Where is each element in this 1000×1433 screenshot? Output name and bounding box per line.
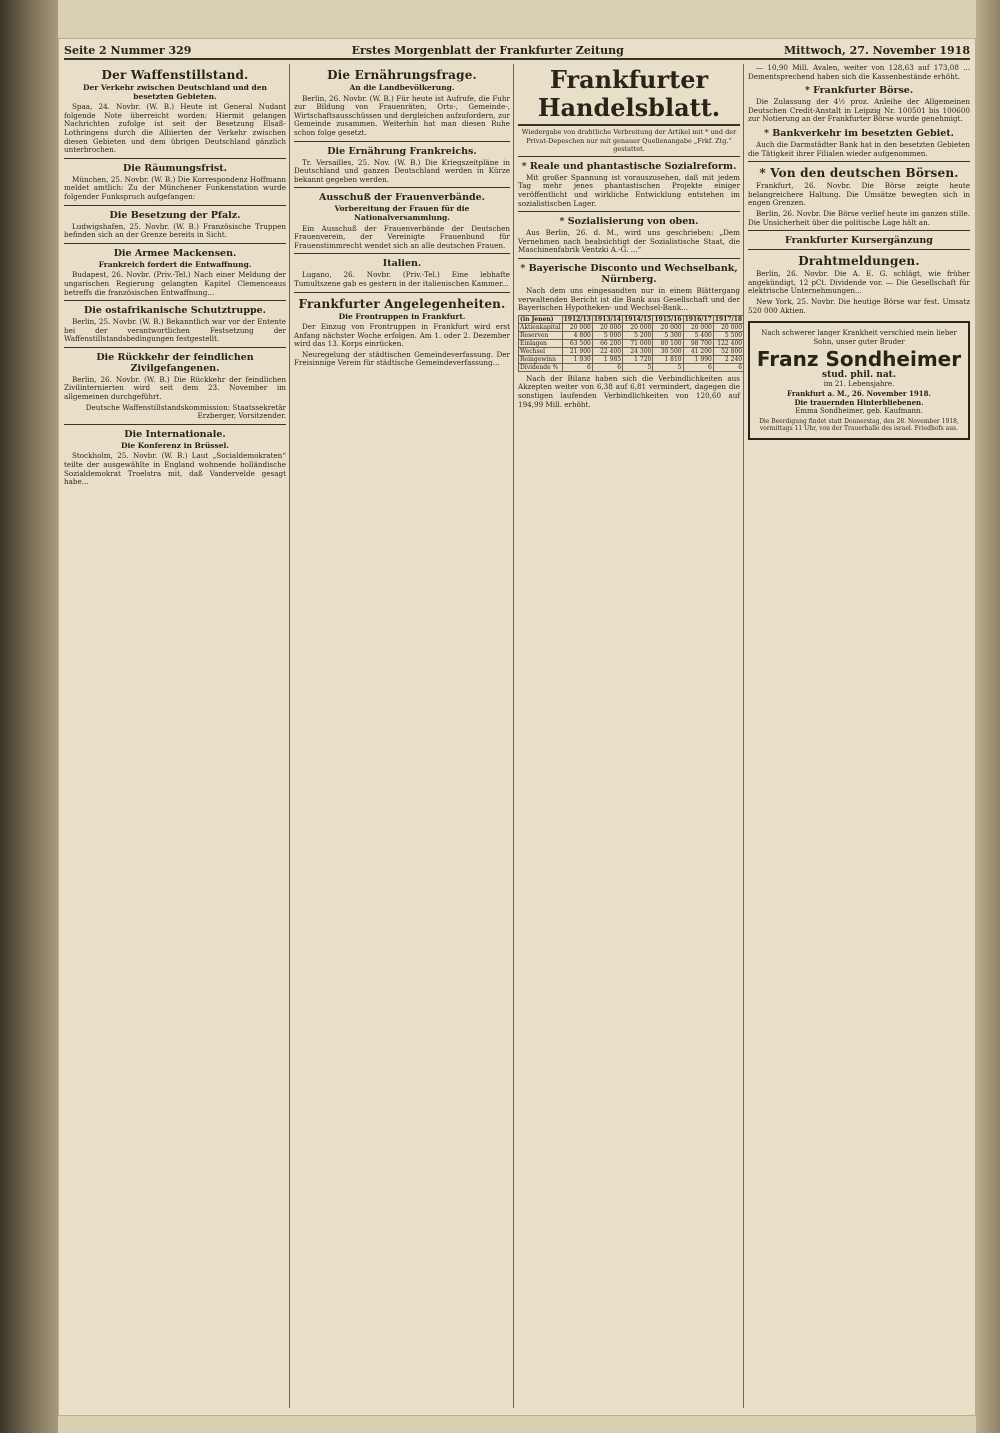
table-header-cell: 1915/16 (654, 315, 682, 323)
table-cell: 1 985 (592, 355, 622, 363)
table-cell: 122 400 (713, 339, 743, 347)
table-cell: 41 200 (683, 347, 713, 355)
obituary-mother: Emma Sondheimer, geb. Kaufmann. (795, 406, 923, 415)
table-cell: Reingewinn (519, 355, 563, 363)
divider (294, 292, 510, 293)
divider (518, 211, 740, 212)
table-cell: 22 400 (592, 347, 622, 355)
table-cell: 5 400 (683, 331, 713, 339)
article-text: Der Einzug von Frontruppen in Frankfurt wird erst Anfang nächster Woche erfolgen. Am 1. oder 2. Dezember wird das 13. Korps einrücken. (294, 322, 510, 349)
headline-drahtmeldungen: Drahtmeldungen. (798, 254, 920, 269)
column-4 (748, 64, 970, 1408)
table-cell: 20 000 (653, 323, 683, 331)
headline-internationale: Die Internationale. (124, 428, 226, 440)
article-text: Ein Ausschuß der Frauenverbände der Deutschen Frauenverein, der Vereinigte Frauenbund für Frauenstimmrecht wendet sich an alle deutschen Frauen. (294, 223, 510, 250)
obituary-place: Frankfurt a. M., 26. November 1918. (787, 388, 931, 398)
headline-sozialisierung: * Sozialisierung von oben. (559, 216, 699, 228)
table-cell: 6 (683, 363, 713, 371)
subheadline-nationalversammlung: Vorbereitung der Frauen für die Nationalversammlung. (334, 204, 470, 222)
divider (64, 300, 286, 301)
table-cell: Aktienkapital (520, 323, 561, 331)
headline-raeumungsfrist: Die Räumungsfrist. (123, 162, 227, 174)
headline-frankfurter-angelegenheiten: Frankfurter Angelegenheiten. (298, 296, 506, 311)
obituary-age: im 21. Lebensjahre. (823, 379, 895, 388)
subheadline-frontruppen: Die Frontruppen in Frankfurt. (338, 311, 466, 321)
table-cell: 1 720 (623, 355, 653, 363)
subheadline-verkehr: Der Verkehr zwischen Deutschland und den besetzten Gebieten. (83, 83, 267, 101)
table-cell: 5 500 (713, 331, 743, 339)
divider (64, 424, 286, 425)
table-cell: 2 240 (713, 355, 743, 363)
article-text: Berlin, 25. Novbr. (W. B.) Bekanntlich war vor der Entente bei der verantwortlichen Festsetzung der Waffenstillstandsbedingungen festgestellt. (64, 317, 286, 344)
table-cell: 98 700 (683, 339, 713, 347)
headline-deutsche-boersen: * Von den deutschen Börsen. (759, 166, 959, 181)
table-cell: 30 500 (653, 347, 683, 355)
table-cell: 1 990 (683, 355, 713, 363)
article-text: Berlin, 26. Novbr. Die Börse verlief heute im ganzen stille. Die Unsicherheit über die politische Lage hält an. (748, 208, 970, 227)
divider (64, 205, 286, 206)
divider (748, 249, 970, 250)
table-row (519, 363, 744, 371)
article-text: Berlin, 26. Novbr. (W. B.) Für heute ist Aufrufe, die Fuhr zur Bildung von Frauenräten, Orts-, Gemeinde-, Wirtschaftsausschüssen und dergleichen aufzufordern, zur Gemeinde zusammen. Weiterhin hat man diesen Ruhe schon folge gesetzt. (294, 93, 510, 137)
issue-date: Mittwoch, 27. November 1918 (783, 43, 970, 57)
divider (64, 158, 286, 159)
headline-kursergaenzung: Frankfurter Kursergänzung (785, 235, 933, 247)
obituary-mourners: Die trauernden Hinterbliebenen. (794, 397, 924, 407)
headline-ernaehrungsfrage: Die Ernährungsfrage. (327, 68, 477, 82)
table-row (519, 355, 744, 363)
headline-ernaehrung-frankreich: Die Ernährung Frankreichs. (327, 145, 477, 157)
divider (748, 161, 970, 162)
headline-frankfurter-boerse: * Frankfurter Börse. (804, 85, 914, 97)
article-text: Auch die Darmstädter Bank hat in den besetzten Gebieten die Tätigkeit ihrer Filialen wieder aufgenommen. (748, 139, 970, 158)
table-header-row (519, 315, 744, 323)
masthead-notice: Wiedergabe von drahtliche Verbreitung der Artikel mit * und der Privat-Depeschen nur mit genauer Quellenangabe „Frkf. Ztg.“ gestattet. (518, 128, 740, 157)
obituary-notice (748, 321, 970, 440)
article-text: New York, 25. Novbr. Die heutige Börse war fest. Umsatz 520 000 Aktien. (748, 296, 970, 315)
table-header-cell: 1917/18 (714, 315, 743, 323)
divider (294, 187, 510, 188)
running-header (64, 42, 970, 60)
obituary-name: Franz Sondheimer (756, 347, 962, 372)
table-cell: 20 000 (623, 323, 653, 331)
headline-schutztruppe: Die ostafrikanische Schutztruppe. (84, 305, 266, 317)
table-cell: Wechsel (519, 347, 563, 355)
table-cell: Dividende % (519, 363, 563, 371)
section-masthead: Frankfurter Handelsblatt. (518, 66, 740, 126)
column-2 (294, 64, 510, 1408)
table-cell: 5 (623, 363, 653, 371)
divider (748, 230, 970, 231)
book-spine (0, 0, 58, 1433)
article-text: Lugano, 26. Novbr. (Priv.-Tel.) Eine lebhafte Tumultszene gab es gestern in der italienischen Kammer... (294, 270, 510, 288)
obituary-title: stud. phil. nat. (822, 370, 896, 381)
table-cell: 20 000 (683, 323, 713, 331)
subheadline-landbevoelkerung: An die Landbevölkerung. (349, 83, 455, 92)
table-cell: Einlagen (519, 339, 563, 347)
table-cell: 1 930 (562, 355, 592, 363)
table-cell: 71 000 (623, 339, 653, 347)
table-cell: 1 810 (653, 355, 683, 363)
article-text: Berlin, 26. Novbr. Die A. E. G. schlägt, wie früher angekündigt, 12 pCt. Dividende vor. — Die Gesellschaft für elektrische Unternehmungen... (748, 269, 970, 296)
obituary-note: Die Beerdigung findet statt Donnerstag, den 28. November 1918, vormittags 11 Uhr, von der Trauerhalle des israel. Friedhofs aus. (759, 417, 959, 432)
table-header-cell: 1914/15 (624, 315, 652, 323)
headline-armee-mackensen: Die Armee Mackensen. (113, 247, 237, 259)
headline-italien: Italien. (382, 258, 422, 270)
article-text: München, 25. Novbr. (W. B.) Die Korrespondenz Hoffmann meldet amtlich: Zu der Münchener Funkenstation wurde folgender Funkspruch aufgefangen: (64, 174, 286, 201)
headline-zivilgefangene: Die Rückkehr der feindlichen Zivilgefangenen. (96, 351, 254, 374)
table-cell: 6 (592, 363, 622, 371)
table-cell: 20 000 (562, 323, 592, 331)
newspaper-title: Erstes Morgenblatt der Frankfurter Zeitung (351, 43, 624, 57)
article-text: Die Zulassung der 4½ proz. Anleihe der Allgemeinen Deutschen Credit-Anstalt in Leipzig Nr. 100501 bis 100600 zur Notierung an der Frankfurter Börse wurde genehmigt. (748, 97, 970, 124)
table-row (519, 339, 744, 347)
article-text: Nach dem uns eingesandten nur in einem Blättergang verwaltenden Bericht ist die Bank aus Gesellschaft und der Bayerischen Hypotheken- und Wechsel-Bank... (518, 285, 740, 313)
table-cell: 6 (713, 363, 743, 371)
table-cell: 24 300 (623, 347, 653, 355)
newspaper-page (58, 38, 976, 1416)
table-cell: 52 800 (713, 347, 743, 355)
subheadline-entwaffnung: Frankreich fordert die Entwaffnung. (98, 259, 252, 269)
table-cell: 20 000 (713, 323, 743, 331)
financial-table (518, 315, 744, 372)
article-text: Stockholm, 25. Novbr. (W. B.) Laut „Socialdemokraten“ teilte der ausgewählte in England wohnende holländische Sozialdemokrat Troelstra mit, daß Vandervelde gesagt habe... (64, 451, 286, 487)
table-header-cell: 1913/14 (593, 315, 622, 323)
article-text: Tr. Versailles, 25. Nov. (W. B.) Die Kriegszeitpläne in Deutschland und ganzen Deutschland werden in Kürze bekannt gegeben werden. (294, 157, 510, 184)
table-cell: 5 (653, 363, 683, 371)
headline-pfalz: Die Besetzung der Pfalz. (109, 209, 241, 221)
article-text: Budapest, 26. Novbr. (Priv.-Tel.) Nach einer Meldung der ungarischen Regierung gelangten Kapitel Clemenceaus betreffs die französischen Entwaffnung... (64, 270, 286, 297)
column-rule (513, 64, 514, 1408)
headline-sozialreform: * Reale und phantastische Sozialreform. (521, 160, 737, 172)
table-header-cell: (in Jenen) (519, 315, 563, 323)
page-edge (976, 0, 1000, 1433)
table-header-cell: 1912/13 (563, 315, 591, 323)
table-cell: Reserven (519, 331, 563, 339)
table-cell: 20 000 (592, 323, 622, 331)
divider (518, 258, 740, 259)
obituary-intro: Nach schwerer langer Krankheit verschied mein lieber Sohn, unser guter Bruder (761, 329, 957, 347)
page-number: Seite 2 Nummer 329 (64, 43, 192, 57)
column-1 (64, 64, 286, 1408)
headline-bayerische-disconto: * Bayerische Disconto und Wechselbank, Nürnberg. (520, 262, 738, 285)
article-text: — 10,90 Mill. Avalen, weiter von 128,63 auf 173,08 ... Dementsprechend haben sich die Kassenbestände erhöht. (748, 63, 970, 81)
table-cell: 5 200 (623, 331, 653, 339)
table-row (519, 323, 744, 331)
table-cell: 6 (562, 363, 592, 371)
article-text: Neuregelung der städtischen Gemeindeverfassung. Der Freisinnige Verein für städtische Gemeindeverfassung... (294, 349, 510, 368)
headline-bankverkehr: * Bankverkehr im besetzten Gebiet. (764, 127, 954, 139)
column-rule (743, 64, 744, 1408)
article-text: Frankfurt, 26. Novbr. Die Börse zeigte heute belangreichere Haltung. Die Umsätze bewegten sich in engen Grenzen. (748, 181, 970, 208)
table-cell: 63 500 (562, 339, 592, 347)
table-cell: 5 300 (653, 331, 683, 339)
table-cell: 66 200 (592, 339, 622, 347)
table-cell: 4 800 (562, 331, 592, 339)
divider (64, 347, 286, 348)
table-row (519, 347, 744, 355)
article-text: Spaa, 24. Novbr. (W. B.) Heute ist General Nudant folgende Note überreicht worden: Hiermit gelangen Nachrichten zufolge ist seit der Besetzung Elsaß-Lothringens durch die Alliierten der Verkehr zwischen diesen Gebieten und dem übrigen Deutschland gänzlich unterbrochen. (64, 102, 286, 155)
table-cell: 5 000 (592, 331, 622, 339)
article-text: Aus Berlin, 26. d. M., wird uns geschrieben: „Dem Vernehmen nach beabsichtigt der Sozialistische Staat, die Maschinenfabrik Ventzki A.-G. ...“ (518, 228, 740, 255)
divider (294, 253, 510, 254)
signature: Deutsche Waffenstillstandskommission: Staatssekretär Erzberger, Vorsitzender. (85, 402, 286, 421)
headline-waffenstillstand: Der Waffenstillstand. (101, 68, 249, 82)
article-text: Nach der Bilanz haben sich die Verbindlichkeiten aus Akzepten weiter von 6,38 auf 6,81 vermindert, dagegen die sonstigen laufenden Verbindlichkeiten von 120,60 auf 194,99 Mill. erhöht. (518, 373, 740, 409)
divider (64, 243, 286, 244)
divider (294, 141, 510, 142)
column-3 (518, 64, 743, 1408)
article-text: Mit großer Spannung ist vorauszusehen, daß mit jedem Tag mehr jenes phantastischen Projekte einiger veröffentlicht und wirkliche Entwicklung entstehen im sozialistischen Lager. (518, 172, 740, 208)
table-cell: 80 100 (653, 339, 683, 347)
article-text: Ludwigshafen, 25. Novbr. (W. B.) Französische Truppen befinden sich an der Grenze bereits in Sicht. (64, 221, 286, 240)
column-rule (289, 64, 290, 1408)
article-text: Berlin, 26. Novbr. (W. B.) Die Rückkehr der feindlichen Zivilinternierten wird seit dem 23. November im allgemeinen durchgeführt. (64, 374, 286, 402)
headline-frauenverbaende: Ausschuß der Frauenverbände. (319, 192, 485, 204)
subheadline-bruessel: Die Konferenz in Brüssel. (121, 440, 229, 450)
table-header-cell: 1916/17 (684, 315, 712, 323)
table-row (519, 331, 744, 339)
table-cell: 21 900 (562, 347, 592, 355)
